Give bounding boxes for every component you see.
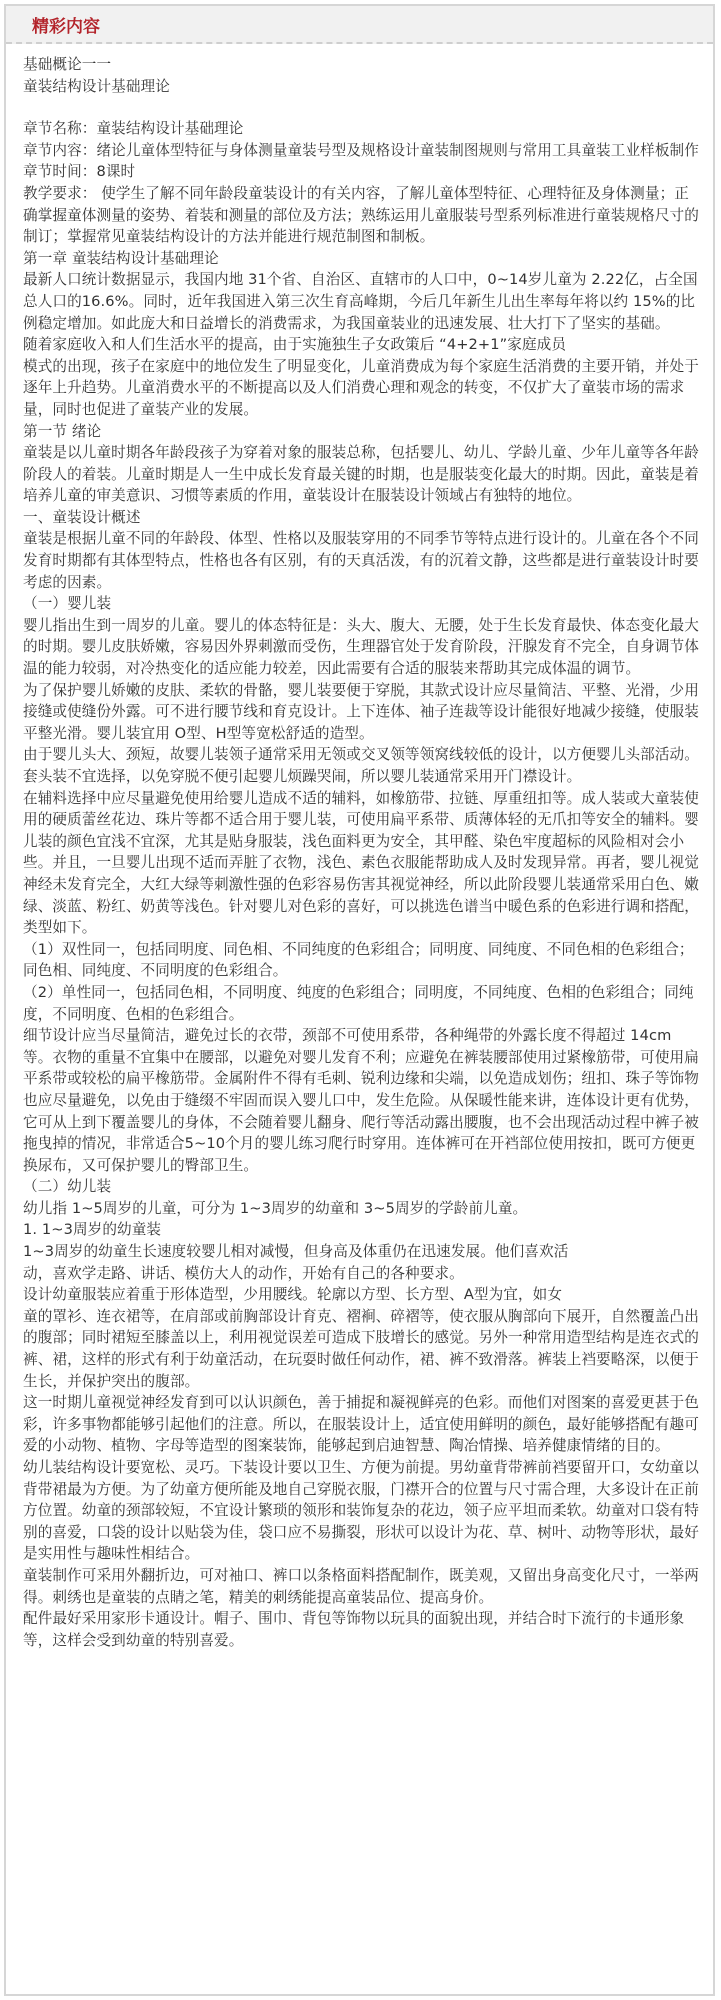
article-paragraph: 第一章 童装结构设计基础理论 — [23, 249, 219, 267]
article-paragraph: 童装制作可采用外翻折边，可对袖口、裤口以条格面料搭配制作，既美观，又留出身高变化尺寸，一举两得。刺绣也是童装的点睛之笔，精美的刺绣能提高童装品位、提高身价。 — [23, 1566, 699, 1606]
article-paragraph: 教学要求： 使学生了解不同年龄段童装设计的有关内容，了解儿童体型特征、心理特征及身体测量；正确掌握童体测量的姿势、着装和测量的部位及方法；熟练运用儿童服装号型系列标准进行童装规格尺寸的制订；掌握常见童装结构设计的方法并能进行规范制图和制板。 — [23, 184, 699, 246]
article-paragraph: （一）婴儿装 — [23, 595, 112, 613]
article-body — [6, 44, 713, 1651]
article-paragraph: 幼儿装结构设计要宽松、灵巧。下装设计要以卫生、方便为前提。男幼童背带裤前裆要留开口，女幼童以背带裙最为方便。为了幼童方便所能及地自己穿脱衣服，门襟开合的位置与尺寸需合理，大多设计在正前方位置。幼童的颈部较短，不宜设计繁琐的领形和装饰复杂的花边，领子应平坦而柔软。幼童对口袋有特别的喜爱，口袋的设计以贴袋为佳，袋口应不易撕裂，形状可以设计为花、草、树叶、动物等形状，最好是实用性与趣味性相结合。 — [23, 1459, 699, 1563]
article-paragraph: 细节设计应当尽量简洁，避免过长的衣带，颈部不可使用系带，各种绳带的外露长度不得超过 14cm等。衣物的重量不宜集中在腰部，以避免对婴儿发育不利；应避免在裤装腰部使用过紧橡筋带，可使用扁平系带或较松的扁平橡筋带。金属附件不得有毛刺、锐利边缘和尖端，以免造成划伤；纽扣、珠子等饰物也应尽量避免，以免由于缝缀不牢固而误入婴儿口中，发生危险。从保暖性能来讲，连体设计更有优势，它可从上到下覆盖婴儿的身体，不会随着婴儿翻身、爬行等活动露出腰腹，也不会出现活动过程中裤子被拖曳掉的情况，非常适合5~10个月的婴儿练习爬行时穿用。连体裤可在开裆部位使用按扣，既可方便更换尿布，又可保护婴儿的臀部卫生。 — [23, 1027, 699, 1174]
section-title: 精彩内容 — [32, 16, 100, 37]
article-paragraph: 童装结构设计基础理论 — [23, 77, 170, 95]
article-paragraph: 模式的出现，孩子在家庭中的地位发生了明显变化，儿童消费成为每个家庭生活消费的主要开销，并处于逐年上升趋势。儿童消费水平的不断提高以及人们消费心理和观念的转变，不仅扩大了童装市场的需求量，同时也促进了童装产业的发展。 — [23, 357, 699, 418]
article-paragraph: 这一时期儿童视觉神经发育到可以认识颜色，善于捕捉和凝视鲜亮的色彩。而他们对图案的喜爱更甚于色彩，许多事物都能够引起他们的注意。所以，在服装设计上，适宜使用鲜明的颜色，最好能够搭配有趣可爱的小动物、植物、字母等造型的图案装饰，能够起到启迪智慧、陶冶情操、培养健康情绪的目的。 — [23, 1394, 699, 1455]
article-paragraph: 章节内容：绪论儿童体型特征与身体测量童装号型及规格设计童装制图规则与常用工具童装工业样板制作 — [23, 141, 699, 159]
article-paragraph: 基础概论一一 — [23, 56, 112, 73]
article-paragraph: 第一节 绪论 — [23, 422, 102, 440]
article-paragraph: （二）幼儿装 — [23, 1178, 112, 1196]
article-paragraph: 设计幼童服装应着重于形体造型，少用腰线。轮廓以方型、长方型、A型为宜，如女 — [23, 1286, 563, 1304]
article-paragraph: 章节时间：8课时 — [23, 163, 136, 181]
article-paragraph: 在辅料选择中应尽量避免使用给婴儿造成不适的辅料，如橡筋带、拉链、厚重纽扣等。成人装或大童装使用的硬质蕾丝花边、珠片等都不适合用于婴儿装，可使用扁平系带、质薄体轻的无爪扣等安全的辅料。婴儿装的颜色宜浅不宜深，尤其是贴身服装，浅色面料更为安全，其甲醛、染色牢度超标的风险相对会小些。并且，一旦婴儿出现不适而弄脏了衣物，浅色、素色衣服能帮助成人及时发现异常。再者，婴儿视觉神经未发育完全，大红大绿等刺激性强的色彩容易伤害其视觉神经，所以此阶段婴儿装通常采用白色、嫩绿、淡蓝、粉红、奶黄等浅色。针对婴儿对色彩的喜好，可以挑选色谱当中暖色系的色彩进行调和搭配，类型如下。 — [23, 789, 699, 937]
article-paragraph: 童装是以儿童时期各年龄段孩子为穿着对象的服装总称，包括婴儿、幼儿、学龄儿童、少年儿童等各年龄阶段人的着装。儿童时期是人一生中成长发育最关键的时期，也是服装变化最大的时期。因此，童装是着培养儿童的审美意识、习惯等素质的作用，童装设计在服装设计领域占有独特的地位。 — [23, 444, 699, 505]
article-paragraph: 1~3周岁的幼童生长速度较婴儿相对减慢，但身高及体重仍在迅速发展。他们喜欢活 — [23, 1243, 569, 1261]
article-paragraph: 一、童装设计概述 — [23, 508, 141, 526]
article-paragraph: 童装是根据儿童不同的年龄段、体型、性格以及服装穿用的不同季节等特点进行设计的。儿童在各个不同发育时期都有其体型特点，性格也各有区别，有的天真活泼，有的沉着文静，这些都是进行童装设计时要考虑的因素。 — [23, 530, 699, 591]
article-paragraph: 1. 1~3周岁的幼童装 — [23, 1221, 162, 1239]
article-paragraph: 幼儿指 1~5周岁的儿童，可分为 1~3周岁的幼童和 3~5周岁的学龄前儿童。 — [23, 1199, 528, 1217]
paragraph-gap — [23, 97, 699, 118]
article-paragraph: 婴儿指出生到一周岁的儿童。婴儿的体态特征是：头大、腹大、无腰，处于生长发育最快、体态变化最大的时期。婴儿皮肤娇嫩，容易因外界刺激而受伤，生理器官处于发育阶段，汗腺发育不完全，自身调节体温的能力较弱，对冷热变化的适应能力较差，因此需要有合适的服装来帮助其完成体温的调节。 — [23, 616, 699, 678]
article-paragraph: 随着家庭收入和人们生活水平的提高，由于实施独生子女政策后 “4+2+1”家庭成员 — [23, 336, 567, 354]
article-paragraph: （2）单性同一，包括同色相，不同明度、纯度的色彩组合；同明度，不同纯度、色相的色彩组合；同纯度，不同明度、色相的色彩组合。 — [23, 983, 694, 1023]
article-paragraph: （1）双性同一，包括同明度、同色相、不同纯度的色彩组合；同明度、同纯度、不同色相的色彩组合；同色相、同纯度、不同明度的色彩组合。 — [23, 940, 694, 980]
article-paragraph: 配件最好采用家形卡通设计。帽子、围巾、背包等饰物以玩具的面貌出现，并结合时下流行的卡通形象等，这样会受到幼童的特别喜爱。 — [23, 1610, 685, 1649]
article-paragraph: 童的罩衫、连衣裙等，在肩部或前胸部设计育克、褶裥、碎褶等，使衣服从胸部向下展开，自然覆盖凸出的腹部；同时裙短至膝盖以上，利用视觉误差可造成下肢增长的感觉。另外一种常用造型结构是连衣式的裤、裙，这样的形式有利于幼童活动，在玩耍时做任何动作，裙、裤不致滑落。裤装上裆要略深，以便于生长，并保护突出的腹部。 — [23, 1307, 699, 1390]
article-paragraph: 最新人口统计数据显示，我国内地 31个省、自治区、直辖市的人口中，0~14岁儿童为 2.22亿，占全国总人口的16.6%。同时，近年我国进入第三次生育高峰期，今后几年新生儿出生率每年将以约 15%的比例稳定增加。如此庞大和日益增长的消费需求，为我国童装业的迅速发展、壮大打下了坚实的基础。 — [23, 271, 698, 332]
article-frame — [4, 4, 715, 1996]
article-paragraph: 动，喜欢学走路、讲话、模仿大人的动作，开始有自己的各种要求。 — [23, 1264, 464, 1282]
article-paragraph: 为了保护婴儿娇嫩的皮肤、柔软的骨骼，婴儿装要便于穿脱，其款式设计应尽量简洁、平整、光滑，少用接缝或使缝份外露。可不进行腰节线和育克设计。上下连体、袖子连裁等设计能很好地减少接缝，使服装平整光滑。婴儿装宜用 O型、H型等宽松舒适的造型。 — [23, 681, 699, 742]
article-paragraph: 由于婴儿头大、颈短，故婴儿装领子通常采用无领或交叉领等领窝线较低的设计，以方便婴儿头部活动。套头装不宜选择，以免穿脱不便引起婴儿烦躁哭闹，所以婴儿装通常采用开门襟设计。 — [23, 746, 699, 785]
article-paragraph: 章节名称：童装结构设计基础理论 — [23, 120, 244, 138]
section-header — [6, 6, 713, 44]
